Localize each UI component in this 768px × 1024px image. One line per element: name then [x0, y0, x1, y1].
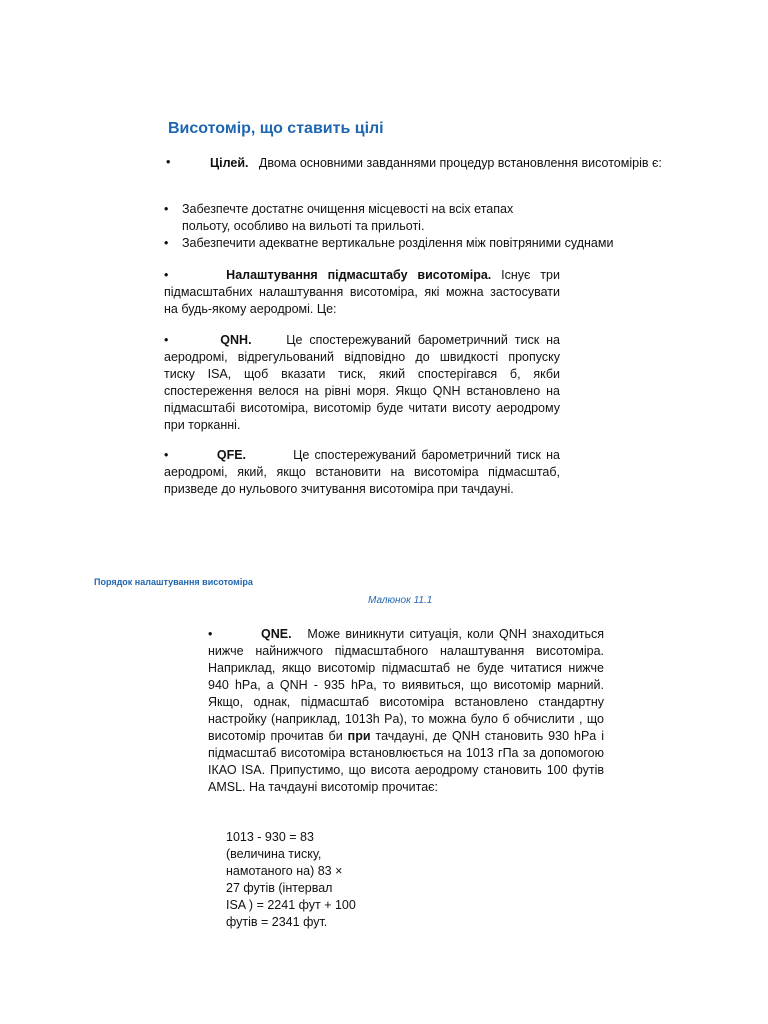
qne-text-after: тачдауні, де QNH становить 930 hPa і підмасштаб висотоміра встановлюється на 1013 гПа за допомогою ІКАО ISA. Припустимо, що висота аеродрому становить 100 футів AMSL. На тачдауні висотомір прочитає: — [208, 729, 604, 794]
qfe-paragraph — [164, 447, 560, 498]
qnh-bullet: • — [164, 333, 169, 347]
qnh-paragraph — [164, 332, 560, 434]
list-item-text: Забезпечте достатнє очищення місцевості на всіх етапах польоту, особливо на вильоті та прильоті. — [182, 202, 514, 233]
calculation-line: намотаного на) 83 × — [226, 864, 343, 878]
subscale-text: Існує три підмасштабних налаштування висотоміра, які можна застосувати на будь-якому аеродромі. Це: — [164, 268, 560, 316]
qfe-label: QFE. — [216, 448, 247, 462]
qfe-text: Це спостережуваний барометричний тиск на аеродромі, який, якщо встановити на висотоміра підмасштаб, призведе до нульового зчитування висотоміра при тачдауні. — [164, 448, 560, 496]
goal-list — [164, 201, 684, 252]
qnh-label: QNH. — [220, 333, 252, 347]
list-item — [164, 235, 684, 252]
list-item — [164, 201, 684, 235]
subscale-label: Налаштування підмасштабу висотоміра. — [226, 268, 492, 282]
calculation-line: 1013 - 930 = 83 — [226, 830, 314, 844]
calculation-line: 27 футів (інтервал — [226, 881, 333, 895]
goals-label: Цілей. — [210, 156, 249, 170]
list-item-text: Забезпечити адекватне вертикальне розділення між повітряними суднами — [182, 236, 614, 250]
qfe-bullet: • — [164, 448, 169, 462]
subscale-paragraph — [164, 267, 560, 318]
figure-caption: Малюнок 11.1 — [368, 595, 433, 606]
qne-paragraph — [208, 626, 604, 796]
list-bullet: • — [164, 236, 169, 250]
qne-text-before: Може виникнути ситуація, коли QNH знаходиться нижче найнижчого підмасштабного налаштування висотоміра. Наприклад, якщо висотомір підмасштаб не буде читатися нижче 940 hPa, а QNH - 935 hPa, то виявиться, що висотомір марний. Якщо, однак, підмасштаб висотоміра встановлено стандартну настройку (наприклад, 1013h Pa), то можна було б обчислити , що висотомір прочитав би — [208, 627, 604, 743]
calculation-block — [226, 829, 361, 931]
qne-label: QNE. — [260, 627, 292, 641]
subscale-bullet: • — [164, 268, 169, 282]
calculation-line: (величина тиску, — [226, 847, 322, 861]
goals-text: Двома основними завданнями процедур встановлення висотомірів є: — [258, 156, 662, 170]
qne-bullet: • — [208, 627, 213, 641]
page-title: Висотомір, що ставить цілі — [168, 120, 384, 137]
qnh-text: Це спостережуваний барометричний тиск на аеродромі, відрегульований відповідно до швидкості пропуску тиску ISA, щоб вказати тиск, який спостерігався б, якби спостереження велося на рівні моря. Якщо QNH встановлено на підмасштабі висотоміра, висотомір буде читати висоту аеродрому при торканні. — [164, 333, 560, 432]
qne-bold-word: при — [347, 729, 371, 743]
list-bullet: • — [164, 202, 169, 216]
goals-paragraph — [210, 155, 680, 172]
calculation-line: футів = 2341 фут. — [226, 915, 328, 929]
goals-bullet: • — [166, 155, 171, 169]
section-caption: Порядок налаштування висотоміра — [94, 577, 253, 587]
calculation-line: ISA ) = 2241 фут + 100 — [226, 898, 356, 912]
